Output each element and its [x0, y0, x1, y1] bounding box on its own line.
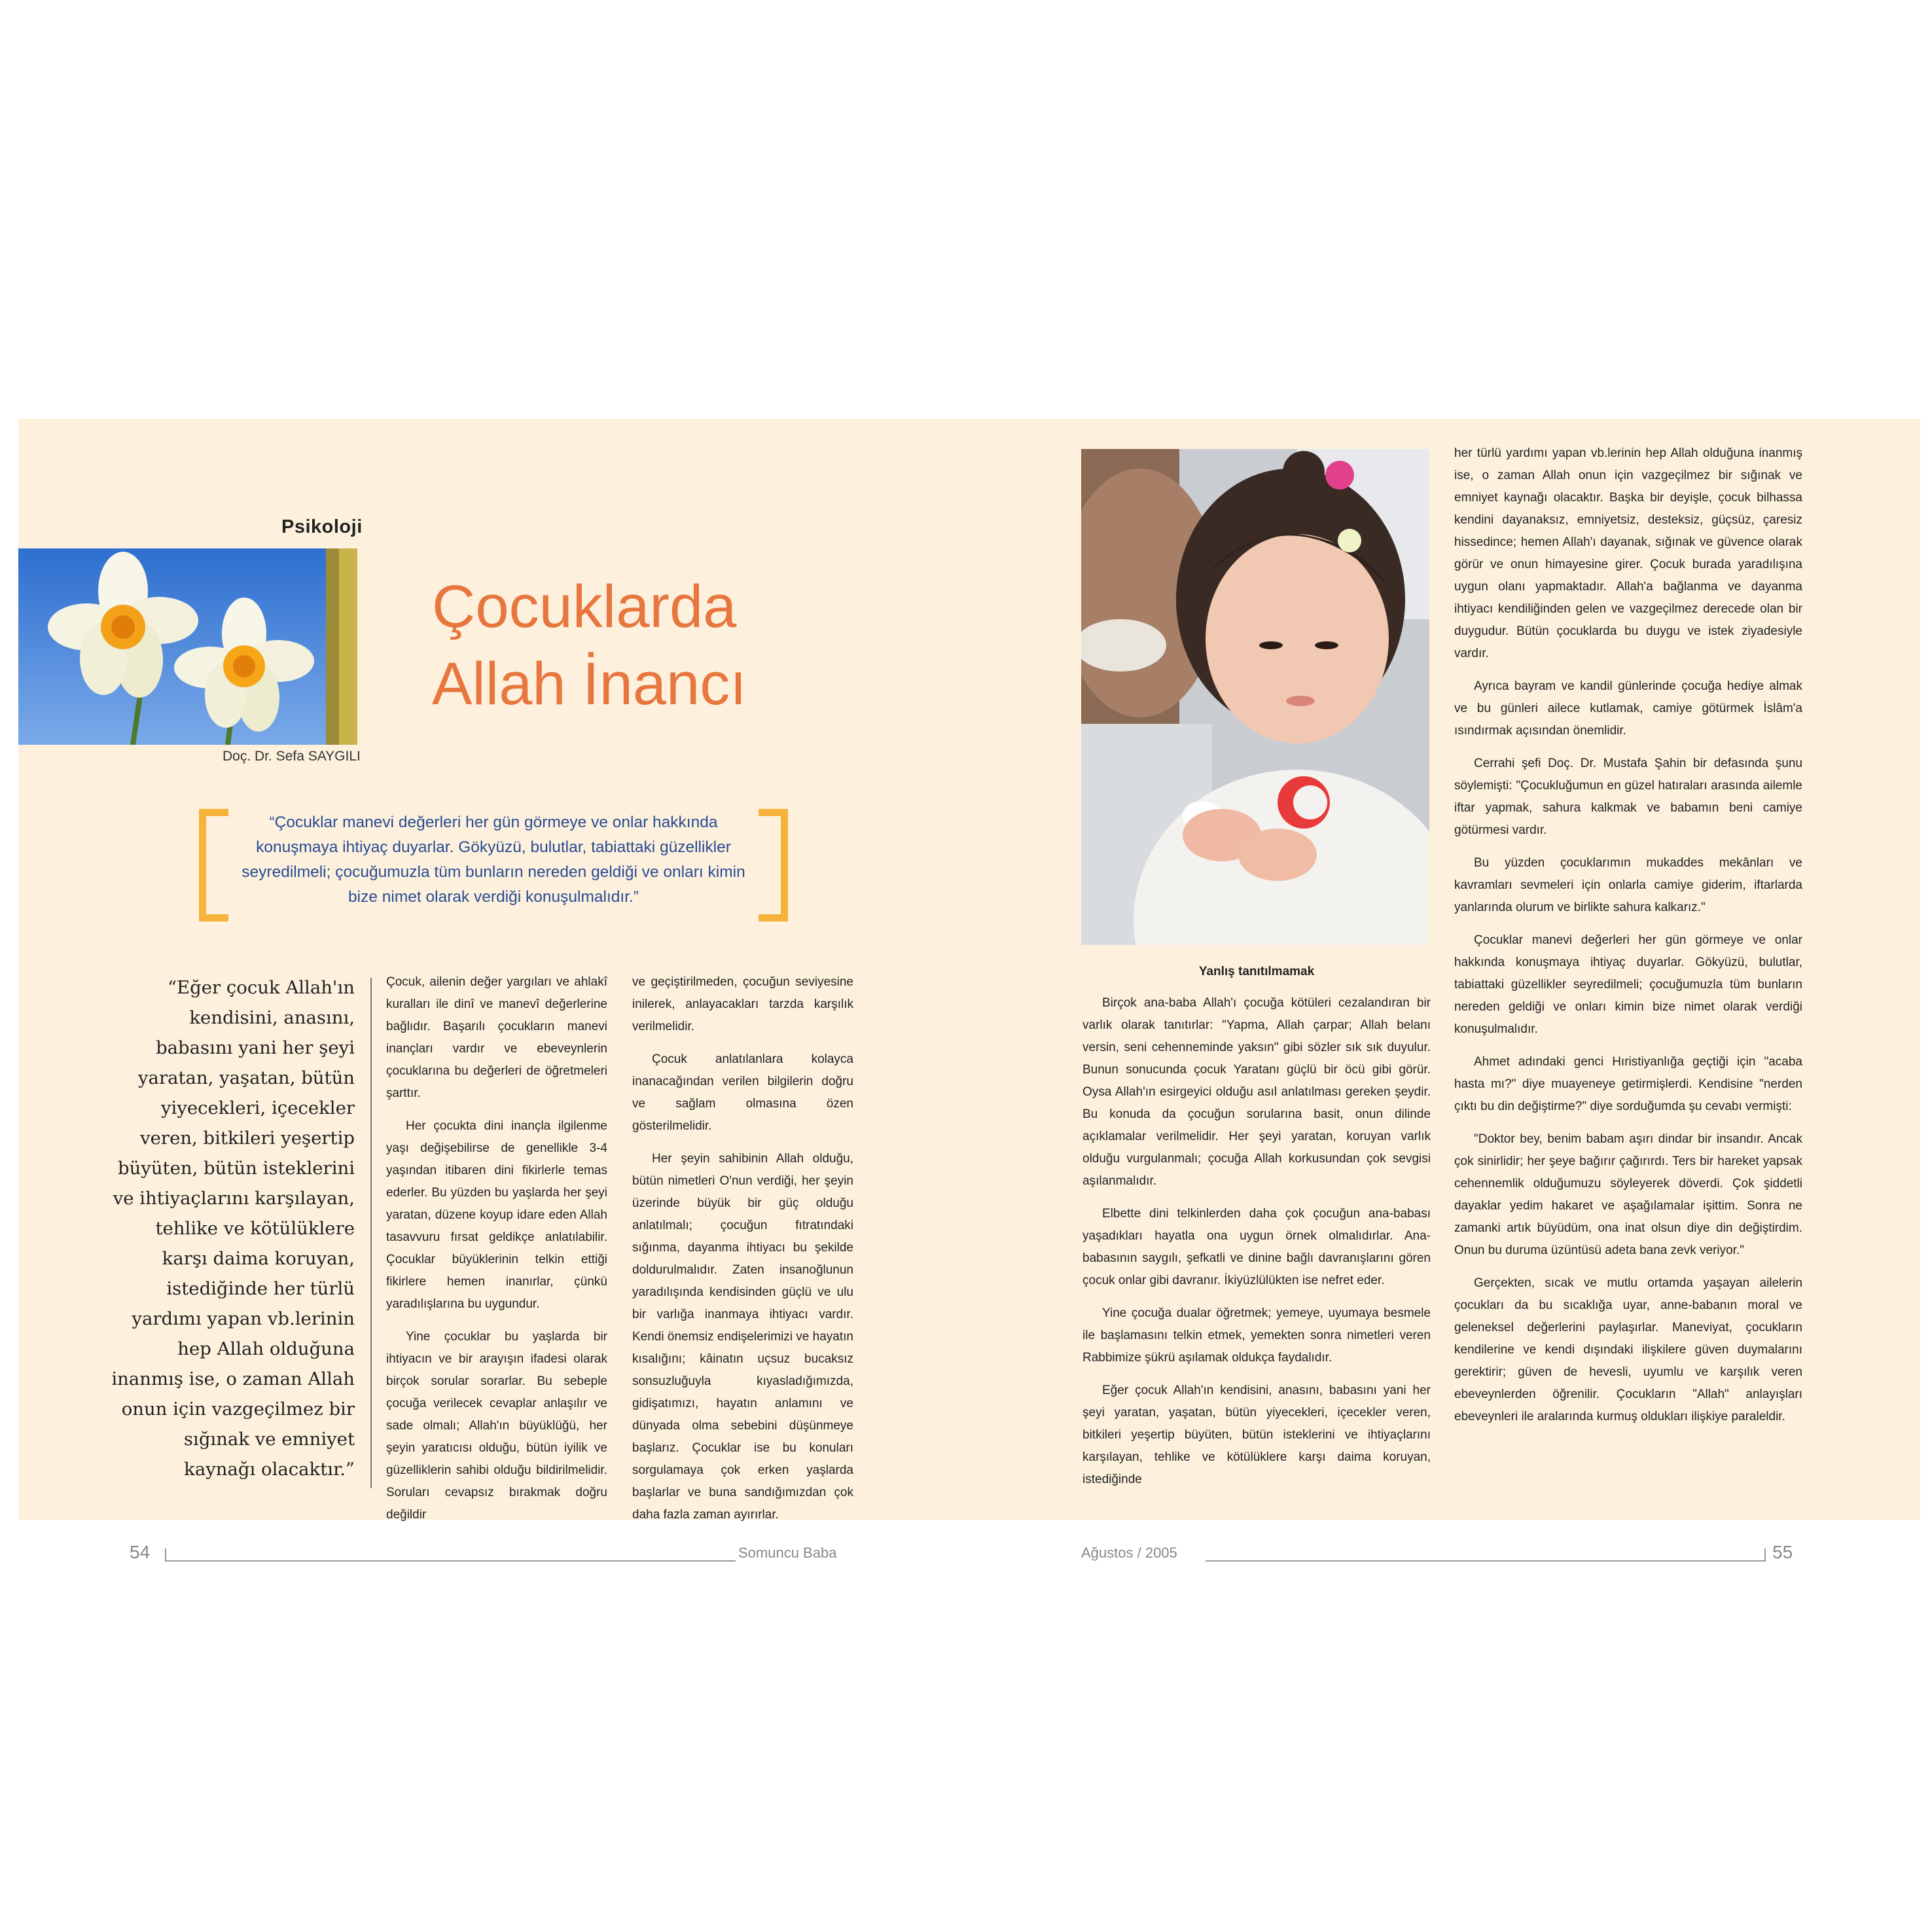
page-number-right: 55: [1772, 1542, 1793, 1562]
paragraph: Çocuklar manevi değerleri her gün görmeye ve onlar hakkında konuşmaya ihtiyaç duyarlar. Gökyüzü, bulutlar, tabiattaki güzellikler seyredilmeli; çocuğumuzla tüm bunların nereden geldiği ve onları kimin bize nimet olarak verdiği konuşulmalıdır.: [1454, 933, 1802, 1036]
paragraph: ve geçiştirilmeden, çocuğun seviyesine inilerek, anlayacakları tarzda karşılık verilmelidir.: [632, 975, 853, 1033]
paragraph: Eğer çocuk Allah'ın kendisini, anasını, babasını yani her şeyi yaratan, yaşatan, bütün yiyecekleri, içecekler veren, bitkileri yeşertip büyüten, bütün isteklerini ve ihtiyaçlarını karşılayan, tehlike ve kötülüklere karşı daima koruyan, istediğinde: [1082, 1384, 1431, 1486]
left-bracket-icon: [199, 809, 228, 921]
column-3: [1082, 992, 1431, 1501]
page-number-left: 54: [130, 1542, 151, 1562]
paragraph: Bu yüzden çocuklarımın mukaddes mekânları ve kavramları sevmeleri için onlarla camiye giderim, iftarlarda yanlarında olurum ve birlikte sahura kalkarız.": [1454, 856, 1802, 914]
magazine-name: Somuncu Baba: [738, 1545, 837, 1561]
paragraph: her türlü yardımı yapan vb.lerinin hep Allah olduğuna inanmış ise, o zaman Allah onun için vazgeçilmez bir sığınak ve emniyet kaynağı olacaktır. Başka bir deyişle, çocuk bilhassa kendini dayanaksız, emniyetsiz, desteksiz, güçsüz, çaresiz hissedince; hemen Allah'ı dayanak, sığınak ve güvence olarak görür ve onun himayesine girer. Çocuk burada yaradılışına uygun olanı yapmaktadır. Allah'a bağlanma ve dayanma ihtiyacı kendiliğinden gelen ve vazgeçilmez derecede olan bir duygudur. Bütün çocuklarda bu duygu ve istek ziyadesiyle vardır.: [1454, 446, 1802, 660]
column-divider: [370, 978, 372, 1488]
paragraph: Gerçekten, sıcak ve mutlu ortamda yaşayan ailelerin çocukları da bu sıcaklığa uyar, anne-babanın moral ve geleneksel değerlerini paylaşırlar. Maneviyat, çocukların kendilerine ve kendi dışındaki ilişkilere güven duymalarını gerektirir; güven de hevesli, uyumlu ve karşılık veren ebeveynlerden öğrenilir. Çocukların "Allah" anlayışları ebeveynleri ile aralarında kurmuş oldukları ilişkiye paraleldir.: [1454, 1276, 1802, 1423]
paragraph: Çocuk, ailenin değer yargıları ve ahlakî kuralları ile dinî ve manevî değerlerine bağlıdır. Başarılı çocukların manevi inançları vardır ve ebeveynlerin çocuklarına bu değerleri de öğretmeleri şarttır.: [386, 975, 607, 1100]
pull-quote: “Çocuklar manevi değerleri her gün görmeye ve onlar hakkında konuşmaya ihtiyaç duyarlar. Gökyüzü, bulutlar, tabiattaki güzellikler seyredilmeli; çocuğumuzla tüm bunların nereden geldiği ve onları kimin bize nimet olarak verdiği konuşulmalıdır.”: [241, 814, 745, 906]
paragraph: Yine çocuklar bu yaşlarda bir ihtiyacın ve bir arayışın ifadesi olarak birçok sorular sorarlar. Bu sebeple çocuğa verilecek cevaplar anlaşılır ve sade olmalı; Allah'ın büyüklüğü, her şeyin yaratıcısı olduğu, bütün iyilik ve güzelliklerin sahibi olduğu bildirilmelidir. Soruları cevapsız bırakmak doğru değildir: [386, 1330, 607, 1522]
paragraph: Cerrahi şefi Doç. Dr. Mustafa Şahin bir defasında şunu söylemişti: "Çocukluğumun en güzel hatıraları arasında ailemle iftar yapmak, sahura kalkmak ve babamın beni camiye götürmesi vardır.: [1454, 757, 1802, 837]
paragraph: Ahmet adındaki genci Hıristiyanlığa geçtiği için "acaba hasta mı?" diye muayeneye getirmişlerdi. Kendisine "nerden çıktı bu din değiştirme?" diye sorduğumda şu cevabı vermişti:: [1454, 1055, 1802, 1113]
footer-tick: [165, 1548, 166, 1562]
side-quote: “Eğer çocuk Allah'ın kendisini, anasını, babasını yani her şeyi yaratan, yaşatan, bütün yiyecekleri, içecekler veren, bitkileri yeşertip büyüten, bütün isteklerini ve ihtiyaçlarını karşılayan, tehlike ve kötülüklere karşı daima koruyan, istediğinde her türlü yardımı yapan vb.lerinin hep Allah olduğuna inanmış ise, o zaman Allah onun için vazgeçilmez bir sığınak ve emniyet kaynağı olacaktır.”: [111, 977, 355, 1480]
paragraph: Her çocukta dini inançla ilgilenme yaşı değişebilirse de genellikle 3-4 yaşından itibaren dini fikirlerle temas ederler. Bu yüzden bu yaşlarda her şeyi yaratan, düzene koyup idare eden Allah tasavvuru fırsat geldikçe anlatılabilir. Çocuklar büyüklerinin telkin ettiği fikirlere hemen inanırlar, çünkü yaradılışlarına bu uygundur.: [386, 1119, 607, 1311]
paragraph: Her şeyin sahibinin Allah olduğu, bütün nimetleri O'nun verdiği, her şeyin üzerinde büyük bir güç olduğu anlatılmalı; çocuğun fıtratındaki sığınma, dayanma ihtiyacı bu şekilde doldurulmalıdır. Zaten insanoğlunun yaradılışında kendisinden güçlü ve ulu bir varlığa inanmaya ihtiyacı vardır. Kendi önemsiz endişelerimizi ve hayatın kısalığını; kâinatın uçsuz bucaksız sonsuzluğuyla kıyasladığımızda, gidişatımızı, hayatın anlamını ve dünyada olma sebebini düşünmeye başlarız. Çocuklar ise bu konuları sorgulamaya çok erken yaşlarda başlarlar ve buna sandığımızdan çok daha fazla zaman ayırırlar.: [632, 1152, 853, 1522]
title-line-2: Allah İnancı: [432, 651, 747, 717]
paragraph: Elbette dini telkinlerden daha çok çocuğun ana-babası yaşadıkları hayatla ona uygun örnek olmalıdırlar. Ana-babasının saygılı, şefkatli ve dinine bağlı davranışlarını gören çocuk onlar gibi davranır. İkiyüzlülükten ise nefret eder.: [1082, 1207, 1431, 1287]
subheading: Yanlış tanıtılmamak: [1198, 965, 1315, 978]
right-bracket-icon: [759, 809, 788, 921]
article-title: [432, 568, 747, 723]
title-line-1: Çocuklarda: [432, 573, 737, 640]
section-label: Psikoloji: [281, 516, 363, 537]
paragraph: Birçok ana-baba Allah'ı çocuğa kötüleri cezalandıran bir varlık olarak tanıtırlar: "Yapma, Allah çarpar; Allah belanı versin, seni cehenneminde yaksın" gibi sözler sık sık duyulur. Bunun sonucunda çocuk Yaratanı güçlü bir öcü gibi görür. Oysa Allah'ın esirgeyici olduğu asıl anlatılması gereken şeydir. Bu konuda da çocuğun sorularına basit, onun dilinde açıklamalar verilmelidir. Her şeyi yaratan, koruyan varlık olduğu vurgulanmalı; çocuğa Allah korkusundan çok sevgisi aşılanmalıdır.: [1082, 996, 1431, 1188]
footer-rule-left: [166, 1560, 736, 1562]
daffodil-image: [18, 548, 357, 745]
paragraph: "Doktor bey, benim babam aşırı dindar bir insandır. Ancak çok sinirlidir; her şeye bağırır çağırırdı. Ters bir hareket yapsak cehennemlik olduğumuzu söyleyerek döverdi. Çok şiddetli dayaklar yedim hakaret ve aşağılamalar işittim. Sonra ne zamanki artık büyüdüm, ona inat olsun diye din değiştirdim. Onun bu duruma üzüntüsü adeta bana zevk veriyor.": [1454, 1132, 1802, 1257]
footer-rule-right: [1206, 1560, 1764, 1562]
footer-tick: [1764, 1548, 1766, 1562]
paragraph: Ayrıca bayram ve kandil günlerinde çocuğa hediye almak ve bu günleri ailece kutlamak, camiye götürmek İslâm'a ısındırmak açısından önemlidir.: [1454, 679, 1802, 738]
column-1: [386, 971, 607, 1537]
pull-quote-box: [199, 809, 788, 912]
paragraph: Çocuk anlatılanlara kolayca inanacağından verilen bilgilerin doğru ve sağlam olmasına özen gösterilmelidir.: [632, 1052, 853, 1133]
issue-date: Ağustos / 2005: [1081, 1545, 1177, 1561]
column-2: [632, 971, 853, 1537]
paragraph: Yine çocuğa dualar öğretmek; yemeye, uyumaya besmele ile başlamasını telkin etmek, yemekten sonra nimetleri veren Rabbimize şükrü aşılamak oldukça faydalıdır.: [1082, 1306, 1431, 1365]
author-name: Doç. Dr. Sefa SAYGILI: [223, 749, 361, 764]
child-photo: [1081, 449, 1429, 945]
column-4: [1454, 442, 1802, 1439]
